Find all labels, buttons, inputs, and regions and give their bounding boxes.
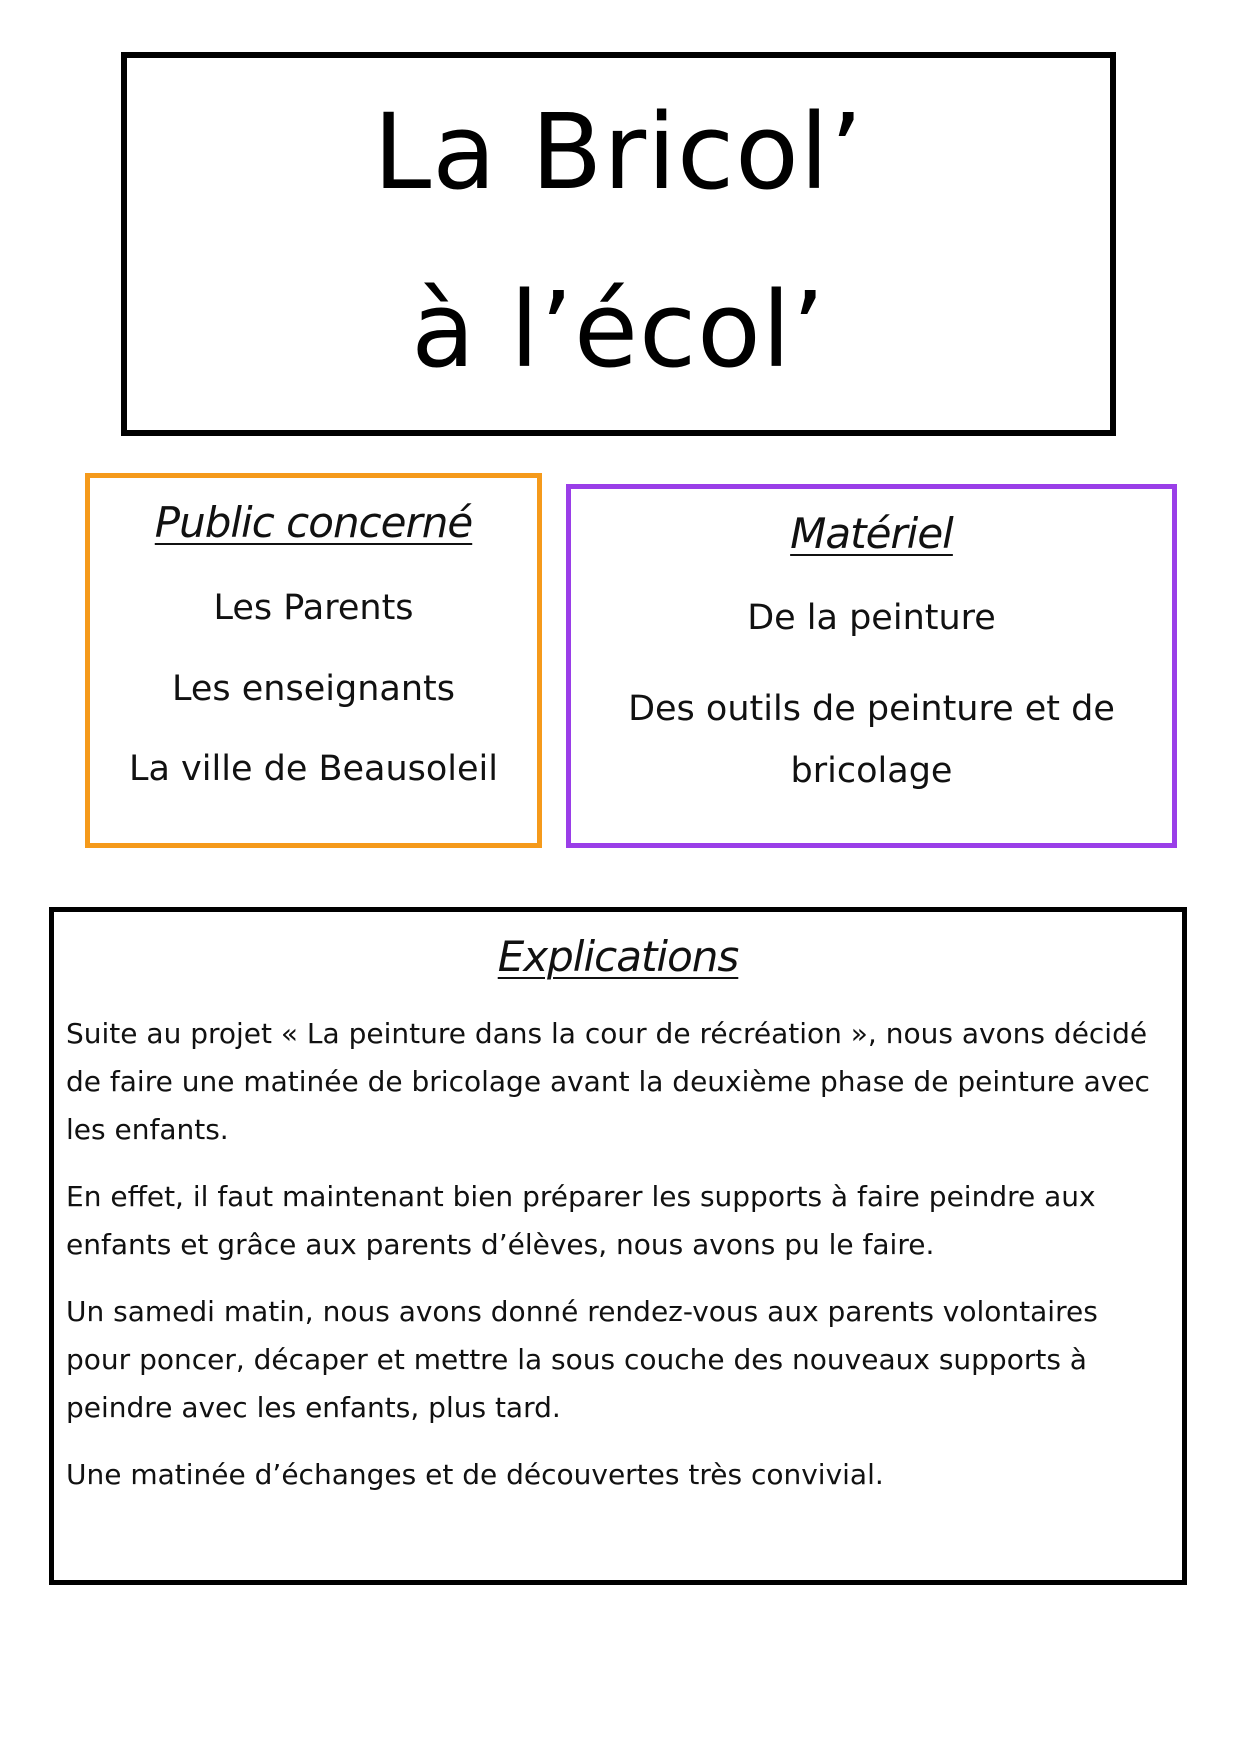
materiel-item-outils: Des outils de peinture et de bricolage [628, 689, 1115, 791]
materiel-item-peinture: De la peinture [747, 598, 996, 638]
explications-paragraph: En effet, il faut maintenant bien préparer les supports à faire peindre aux enfants et grâce aux parents d’élèves, nous avons pu le faire. [66, 1180, 1096, 1261]
materiel-heading: Matériel [790, 509, 953, 558]
public-concerne-heading: Public concerné [154, 498, 473, 547]
materiel-box [566, 484, 1177, 848]
explications-paragraph: Une matinée d’échanges et de découvertes très convivial. [66, 1458, 884, 1491]
public-item-parents: Les Parents [213, 588, 414, 628]
explications-paragraph: Un samedi matin, nous avons donné rendez-vous aux parents volontaires pour poncer, décaper et mettre la sous couche des nouveaux supports à peindre avec les enfants, plus tard. [66, 1295, 1098, 1424]
title-line-1: La Bricol’ [373, 91, 864, 213]
explications-paragraph: Suite au projet « La peinture dans la cour de récréation », nous avons décidé de faire une matinée de bricolage avant la deuxième phase de peinture avec les enfants. [66, 1017, 1150, 1146]
public-item-enseignants: Les enseignants [172, 669, 455, 709]
public-item-ville: La ville de Beausoleil [128, 749, 499, 789]
explications-box [49, 907, 1187, 1585]
title-box [121, 52, 1116, 436]
public-concerne-box [85, 473, 542, 848]
title-line-2: à l’écol’ [411, 269, 826, 391]
explications-heading: Explications [497, 932, 739, 981]
